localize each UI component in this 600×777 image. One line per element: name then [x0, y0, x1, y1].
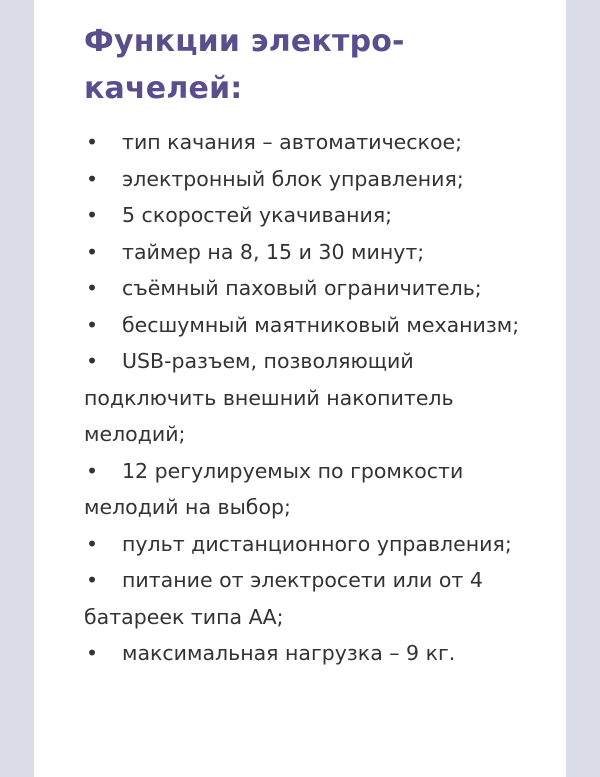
bullet-icon: • [86, 239, 99, 264]
bullet-icon: • [86, 531, 99, 556]
bullet-icon: • [86, 312, 99, 337]
list-item [84, 161, 524, 198]
feature-text: бесшумный маятниковый механизм; [122, 312, 520, 337]
list-item [84, 562, 524, 635]
feature-text: максимальная нагрузка – 9 кг. [122, 641, 456, 665]
feature-text: тип качания – автоматическое; [122, 130, 463, 154]
feature-text: питание от электросети или от 4 батареек типа АА; [84, 568, 483, 629]
content-card [34, 0, 566, 777]
list-item [84, 635, 524, 672]
bullet-icon: • [86, 641, 99, 665]
bullet-icon: • [86, 166, 99, 191]
list-item [84, 197, 524, 234]
list-item [84, 453, 524, 526]
page-title: Функции электро-качелей: [84, 24, 405, 106]
bullet-icon: • [86, 203, 99, 227]
feature-text: 5 скоростей укачивания; [122, 203, 393, 227]
features-list [84, 124, 524, 672]
feature-text: пульт дистанционного управления; [122, 531, 512, 556]
bullet-icon: • [86, 568, 99, 592]
feature-text: съёмный паховый ограничитель; [122, 276, 482, 300]
list-item [84, 307, 524, 344]
bullet-icon: • [86, 458, 99, 483]
feature-text: 12 регулируемых по громкости мелодий на выбор; [84, 458, 464, 519]
list-item [84, 270, 524, 307]
feature-text: электронный блок управления; [122, 166, 464, 191]
list-item [84, 234, 524, 271]
feature-text: USB-разъем, позволяющий подключить внешний накопитель мелодий; [84, 349, 454, 446]
bullet-icon: • [86, 130, 99, 154]
list-item [84, 526, 524, 563]
list-item [84, 343, 524, 453]
feature-text: таймер на 8, 15 и 30 минут; [122, 239, 425, 264]
list-item [84, 124, 524, 161]
bullet-icon: • [86, 349, 99, 373]
bullet-icon: • [86, 276, 99, 300]
